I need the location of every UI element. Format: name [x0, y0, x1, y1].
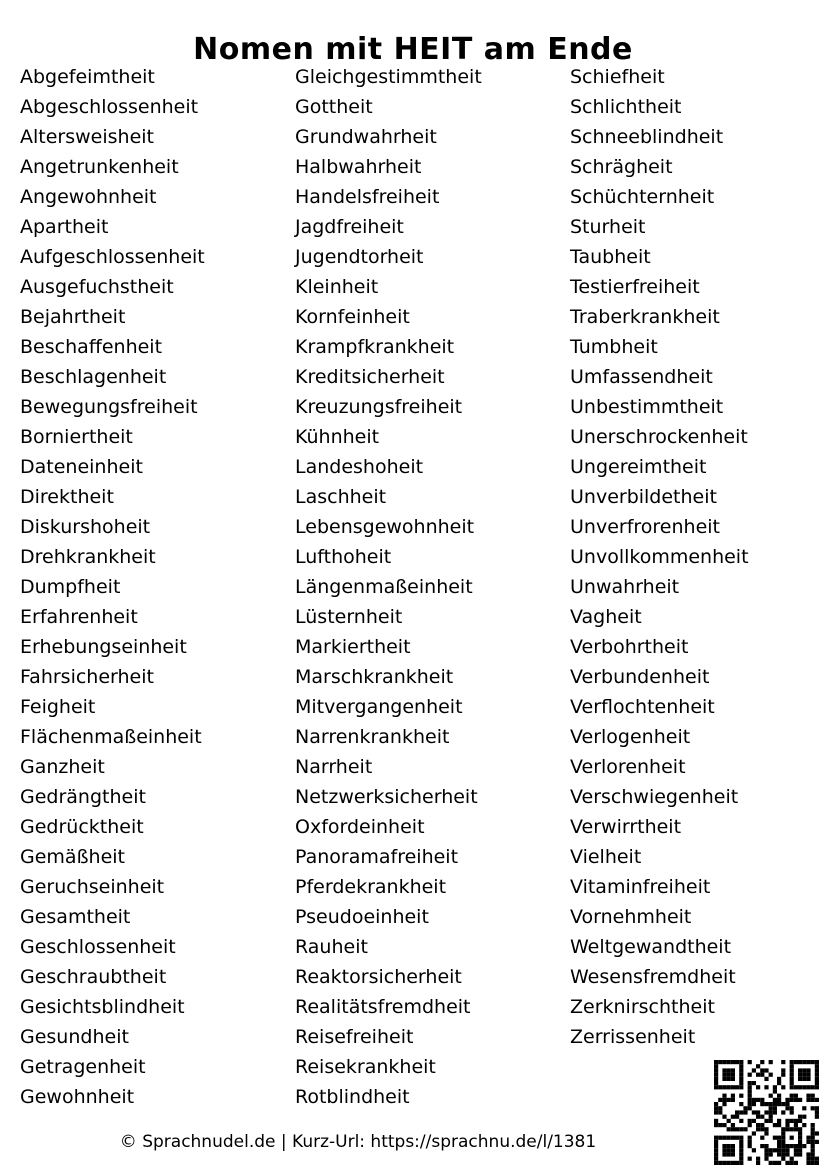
word-item: Bejahrtheit — [20, 306, 126, 328]
word-item: Krampfkrankheit — [295, 336, 455, 358]
word-item: Grundwahrheit — [295, 126, 437, 148]
word-item: Gedrücktheit — [20, 816, 144, 838]
word-item: Apartheit — [20, 216, 109, 238]
word-item: Verbohrtheit — [570, 636, 689, 658]
word-item: Dumpfheit — [20, 576, 121, 598]
word-item: Beschlagenheit — [20, 366, 167, 388]
word-item: Gesundheit — [20, 1026, 129, 1048]
footer-credit: © Sprachnudel.de | Kurz-Url: https://sprachnu.de/l/1381 — [119, 1132, 597, 1152]
word-item: Diskurshoheit — [20, 516, 151, 538]
qr-code-icon — [714, 1060, 819, 1165]
word-item: Angewohnheit — [20, 186, 157, 208]
word-list — [20, 62, 826, 1112]
word-item: Narrenkrankheit — [295, 726, 450, 748]
word-item: Kornfeinheit — [295, 306, 410, 328]
word-item: Landeshoheit — [295, 456, 424, 478]
word-item: Geschraubtheit — [20, 966, 167, 988]
word-item: Halbwahrheit — [295, 156, 422, 178]
word-item: Unwahrheit — [570, 576, 680, 598]
word-item: Schlichtheit — [570, 96, 682, 118]
word-item: Gedrängtheit — [20, 786, 146, 808]
word-item: Unerschrockenheit — [570, 426, 748, 448]
word-item: Verschwiegenheit — [570, 786, 739, 808]
word-item: Dateneinheit — [20, 456, 143, 478]
word-item: Unverbildetheit — [570, 486, 717, 508]
word-item: Pferdekrankheit — [295, 876, 447, 898]
word-item: Getragenheit — [20, 1056, 146, 1078]
word-item: Gewohnheit — [20, 1086, 135, 1108]
word-item: Geruchseinheit — [20, 876, 165, 898]
word-item: Direktheit — [20, 486, 114, 508]
word-item: Gleichgestimmtheit — [295, 66, 482, 88]
word-item: Feigheit — [20, 696, 96, 718]
word-item: Marschkrankheit — [295, 666, 454, 688]
word-item: Unbestimmtheit — [570, 396, 724, 418]
word-item: Pseudoeinheit — [295, 906, 429, 928]
word-item: Aufgeschlossenheit — [20, 246, 205, 268]
word-item: Kühnheit — [295, 426, 380, 448]
word-item: Umfassendheit — [570, 366, 713, 388]
page-title: Nomen mit HEIT am Ende — [193, 32, 633, 68]
word-item: Vitaminfreiheit — [570, 876, 711, 898]
word-item: Gottheit — [295, 96, 373, 118]
word-item: Kreuzungsfreiheit — [295, 396, 463, 418]
word-item: Handelsfreiheit — [295, 186, 440, 208]
word-item: Erfahrenheit — [20, 606, 138, 628]
word-item: Rotblindheit — [295, 1086, 410, 1108]
word-item: Verlogenheit — [570, 726, 691, 748]
word-item: Markiertheit — [295, 636, 411, 658]
word-item: Testierfreiheit — [570, 276, 700, 298]
word-item: Zerknirschtheit — [570, 996, 715, 1018]
word-item: Abgeschlossenheit — [20, 96, 199, 118]
word-item: Jugendtorheit — [295, 246, 424, 268]
word-item: Beschaffenheit — [20, 336, 163, 358]
word-item: Reaktorsicherheit — [295, 966, 462, 988]
word-item: Erhebungseinheit — [20, 636, 187, 658]
word-item: Gemäßheit — [20, 846, 125, 868]
word-item: Sturheit — [570, 216, 646, 238]
word-item: Verwirrtheit — [570, 816, 682, 838]
word-item: Geschlossenheit — [20, 936, 176, 958]
word-item: Jagdfreiheit — [295, 216, 404, 238]
word-item: Ganzheit — [20, 756, 105, 778]
word-item: Traberkrankheit — [570, 306, 720, 328]
word-item: Schrägheit — [570, 156, 673, 178]
word-item: Unverfrorenheit — [570, 516, 720, 538]
word-item: Schiefheit — [570, 66, 665, 88]
word-item: Verlorenheit — [570, 756, 686, 778]
word-item: Lüsternheit — [295, 606, 403, 628]
word-item: Reisefreiheit — [295, 1026, 414, 1048]
word-item: Verbundenheit — [570, 666, 710, 688]
word-item: Ausgefuchstheit — [20, 276, 174, 298]
word-item: Weltgewandtheit — [570, 936, 732, 958]
word-item: Tumbheit — [570, 336, 658, 358]
word-item: Schneeblindheit — [570, 126, 724, 148]
word-column-3 — [570, 62, 826, 1052]
word-item: Kleinheit — [295, 276, 379, 298]
word-item: Verflochtenheit — [570, 696, 715, 718]
word-item: Taubheit — [570, 246, 651, 268]
word-column-1 — [20, 62, 295, 1112]
word-item: Flächenmaßeinheit — [20, 726, 202, 748]
word-item: Altersweisheit — [20, 126, 154, 148]
word-item: Fahrsicherheit — [20, 666, 154, 688]
word-item: Gesamtheit — [20, 906, 131, 928]
word-item: Zerrissenheit — [570, 1026, 696, 1048]
word-item: Borniertheit — [20, 426, 133, 448]
word-item: Laschheit — [295, 486, 387, 508]
word-item: Ungereimtheit — [570, 456, 707, 478]
word-item: Vornehmheit — [570, 906, 692, 928]
word-item: Lebensgewohnheit — [295, 516, 475, 538]
word-item: Abgefeimtheit — [20, 66, 155, 88]
word-item: Bewegungsfreiheit — [20, 396, 198, 418]
word-item: Schüchternheit — [570, 186, 715, 208]
word-item: Unvollkommenheit — [570, 546, 749, 568]
word-item: Längenmaßeinheit — [295, 576, 473, 598]
word-item: Reisekrankheit — [295, 1056, 436, 1078]
word-item: Netzwerksicherheit — [295, 786, 478, 808]
word-item: Narrheit — [295, 756, 373, 778]
word-column-2 — [295, 62, 570, 1112]
word-item: Panoramafreiheit — [295, 846, 459, 868]
word-item: Angetrunkenheit — [20, 156, 179, 178]
word-item: Drehkrankheit — [20, 546, 156, 568]
word-item: Gesichtsblindheit — [20, 996, 185, 1018]
word-item: Vielheit — [570, 846, 642, 868]
word-item: Vagheit — [570, 606, 642, 628]
word-item: Mitvergangenheit — [295, 696, 463, 718]
word-item: Oxfordeinheit — [295, 816, 425, 838]
word-item: Lufthoheit — [295, 546, 392, 568]
word-item: Realitätsfremdheit — [295, 996, 471, 1018]
word-item: Kreditsicherheit — [295, 366, 445, 388]
word-item: Rauheit — [295, 936, 368, 958]
word-item: Wesensfremdheit — [570, 966, 736, 988]
